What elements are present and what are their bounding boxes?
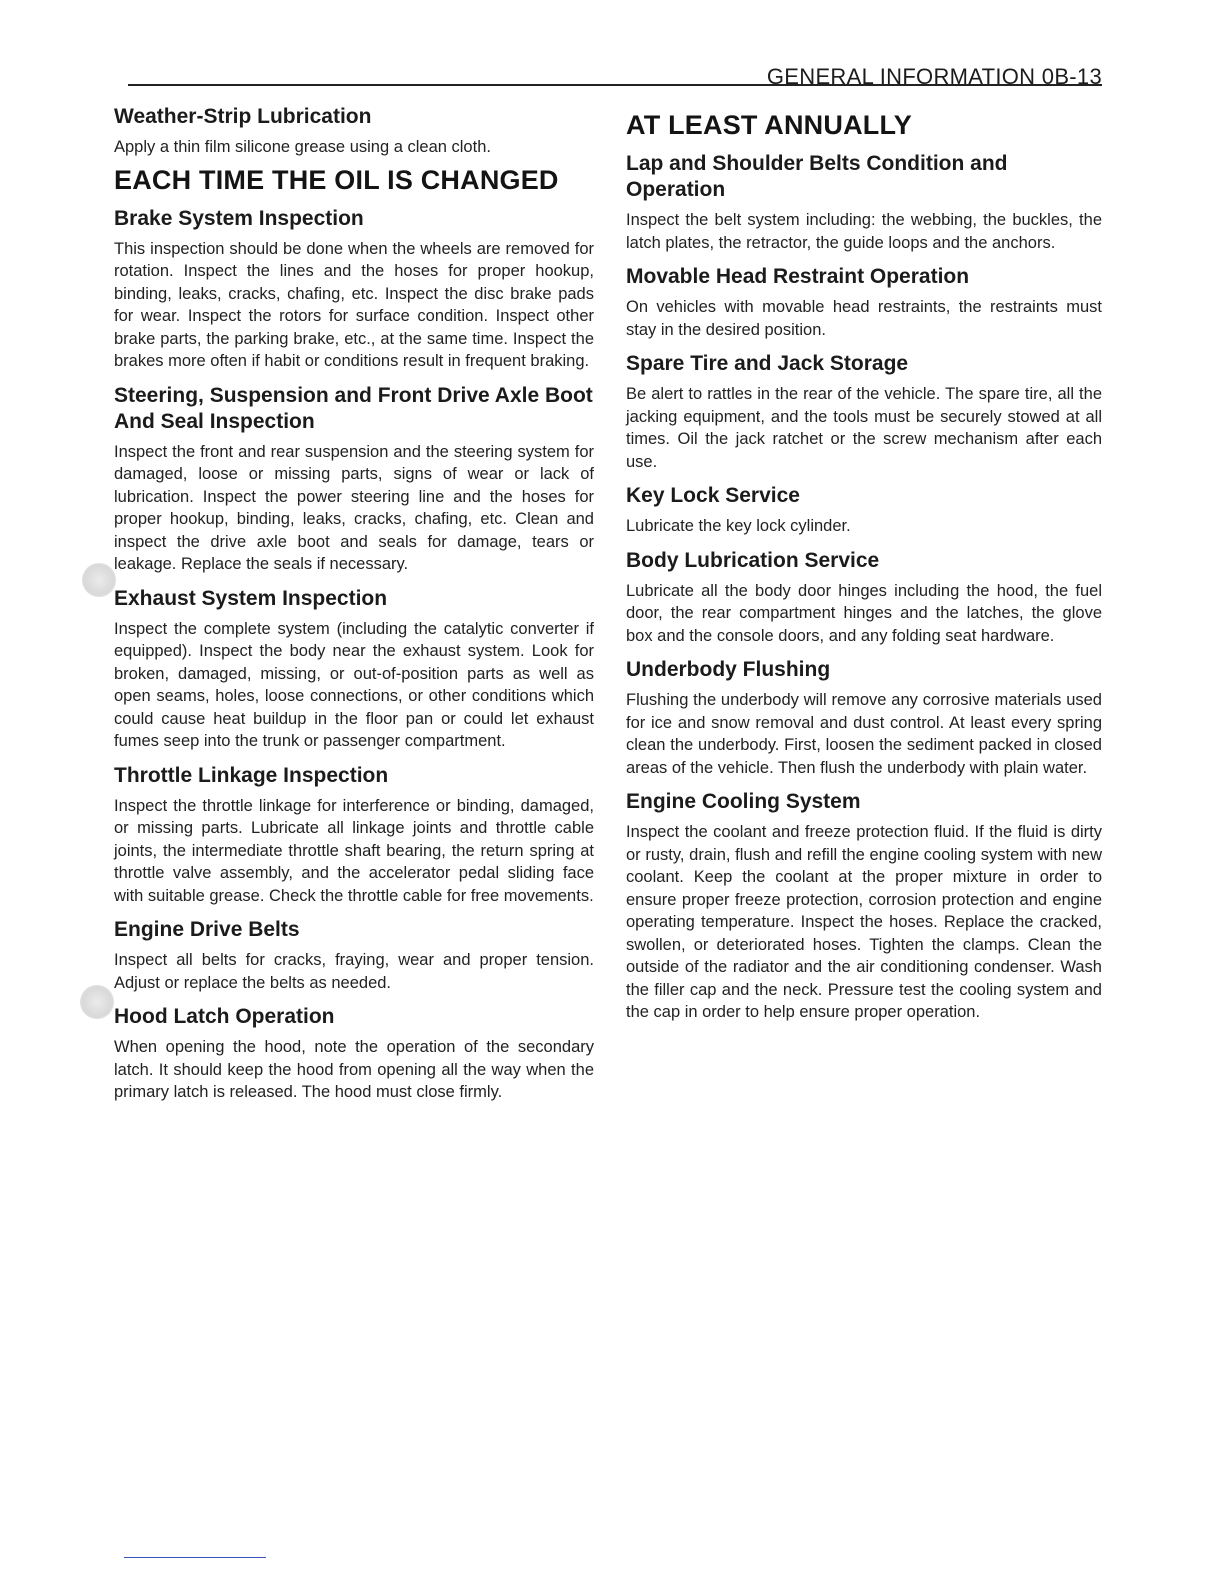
punch-hole-mark (82, 563, 116, 597)
section-body: Inspect the throttle linkage for interference or binding, damaged, or missing parts. Lubricate all linkage joints and throttle cable joints, the intermediate throttle shaft bearing, the return spring at throttle valve assembly, and the accelerator pedal sliding face with suitable grease. Check the throttle cable for free movements. (114, 796, 594, 905)
section-body: Lubricate the key lock cylinder. (626, 517, 851, 535)
section-heading: Steering, Suspension and Front Drive Axle Boot And Seal Inspection (114, 383, 593, 433)
section-body: On vehicles with movable head restraints, the restraints must stay in the desired position. (626, 298, 1102, 339)
section-body: Inspect the complete system (including the catalytic converter if equipped). Inspect the body near the exhaust system. Look for broken, damaged, missing, or out-of-position parts as well as open seams, holes, loose connections, or other conditions which could cause heat buildup in the floor pan or could let exhaust fumes seep into the trunk or passenger compartment. (114, 619, 594, 750)
section-heading: Weather-Strip Lubrication (114, 105, 372, 128)
section-body: Flushing the underbody will remove any corrosive materials used for ice and snow removal and dust control. At least every spring clean the underbody. First, loosen the sediment packed in closed areas of the vehicle. Then flush the underbody with plain water. (626, 691, 1102, 777)
section-hood-latch (114, 1004, 594, 1104)
section-body: Inspect the front and rear suspension and the steering system for damaged, loose or missing parts, signs of wear or lack of lubrication. Inspect the power steering line and the hoses for proper hookup, binding, leaks, cracks, chafing, etc. Clean and inspect the drive axle boot and seals for damage, tears or leakage. Replace the seals if necessary. (114, 442, 594, 573)
section-heading: Underbody Flushing (626, 658, 831, 681)
section-heading: Key Lock Service (626, 484, 800, 507)
section-weather-strip (114, 104, 594, 159)
section-body: Be alert to rattles in the rear of the vehicle. The spare tire, all the jacking equipment, and the tools must be securely stowed at all times. Oil the jack ratchet or the screw mechanism after each use. (626, 385, 1102, 471)
annual-heading: AT LEAST ANNUALLY (626, 110, 912, 140)
left-column (114, 100, 594, 1110)
punch-hole-mark (80, 985, 114, 1019)
section-body: This inspection should be done when the wheels are removed for rotation. Inspect the lines and the hoses for proper hookup, binding, leaks, cracks, chafing, etc. Inspect the disc brake pads for wear. Inspect the rotors for surface condition. Inspect other brake parts, the parking brake, etc., at the same time. Inspect the brakes more often if habit or conditions result in frequent braking. (114, 239, 594, 370)
section-head-restraint (626, 264, 1102, 341)
section-exhaust (114, 586, 594, 753)
section-body: Inspect the coolant and freeze protection fluid. If the fluid is dirty or rusty, drain, flush and refill the engine cooling system with new coolant. Keep the coolant at the proper mixture in order to ensure proper freeze protection, corrosion protection and engine operating temperature. Inspect the hoses. Replace the cracked, swollen, or deteriorated hoses. Tighten the clamps. Clean the outside of the radiator and the air conditioning condenser. Wash the filler cap and the neck. Pressure test the cooling system and the cap in order to help ensure proper operation. (626, 823, 1102, 1021)
section-heading: Movable Head Restraint Operation (626, 265, 970, 288)
section-drive-belts (114, 917, 594, 994)
section-steering (114, 383, 594, 576)
section-heading: Hood Latch Operation (114, 1005, 335, 1028)
section-heading: Spare Tire and Jack Storage (626, 352, 909, 375)
section-underbody (626, 657, 1102, 779)
section-key-lock (626, 483, 1102, 538)
section-heading: Body Lubrication Service (626, 548, 880, 572)
section-heading: Brake System Inspection (114, 206, 364, 230)
section-throttle (114, 763, 594, 908)
section-heading: Exhaust System Inspection (114, 586, 388, 610)
section-brake (114, 206, 594, 373)
section-body: When opening the hood, note the operation of the secondary latch. It should keep the hood from opening all the way when the primary latch is released. The hood must close firmly. (114, 1038, 594, 1101)
section-heading: Lap and Shoulder Belts Condition and Operation (626, 152, 1008, 201)
oil-change-heading: EACH TIME THE OIL IS CHANGED (114, 164, 559, 195)
section-body: Inspect the belt system including: the webbing, the buckles, the latch plates, the retractor, the guide loops and the anchors. (626, 211, 1102, 252)
section-spare-tire (626, 351, 1102, 473)
section-body-lubrication (626, 548, 1102, 648)
right-column (626, 100, 1102, 1030)
page-header-title: GENERAL INFORMATION 0B-13 (766, 64, 1102, 89)
section-body: Apply a thin film silicone grease using a clean cloth. (114, 138, 491, 156)
section-heading: Engine Drive Belts (114, 918, 300, 941)
footer-rule (124, 1557, 266, 1558)
section-cooling (626, 789, 1102, 1024)
section-heading: Throttle Linkage Inspection (114, 763, 389, 787)
section-body: Lubricate all the body door hinges including the hood, the fuel door, the rear compartment hinges and the latches, the glove box and the console doors, and any folding seat hardware. (626, 581, 1102, 645)
section-belts (626, 151, 1102, 254)
header-rule (128, 84, 1102, 86)
section-heading: Engine Cooling System (626, 790, 861, 813)
section-body: Inspect all belts for cracks, fraying, wear and proper tension. Adjust or replace the belts as needed. (114, 951, 594, 992)
